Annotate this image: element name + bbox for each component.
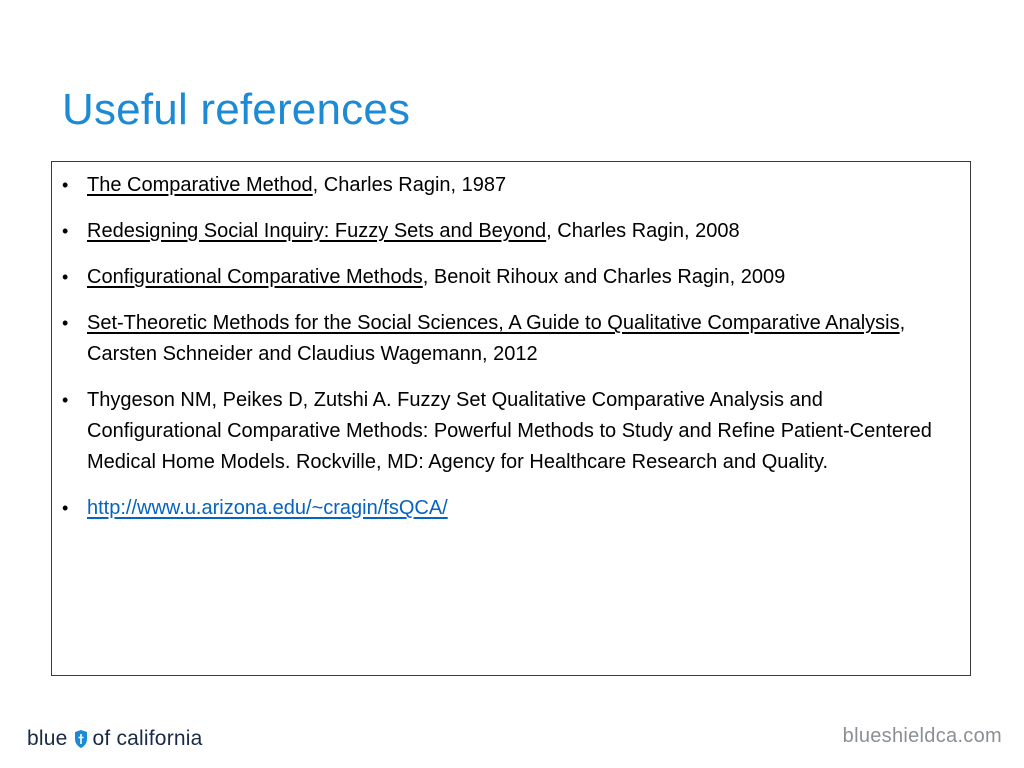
- reference-details: , Carsten Schneider and Claudius Wagemann, 2012: [87, 312, 906, 365]
- bullet-icon: •: [62, 267, 69, 287]
- references-list: [52, 170, 970, 539]
- reference-details: , Charles Ragin, 2008: [546, 220, 740, 242]
- blue-shield-logo: [27, 726, 203, 752]
- reference-item: [52, 216, 970, 247]
- reference-item: [52, 385, 970, 478]
- slide-title: Useful references: [62, 85, 411, 134]
- reference-details: , Benoit Rihoux and Charles Ragin, 2009: [422, 266, 786, 288]
- logo-text-of-california: of california: [92, 727, 203, 750]
- reference-link-redesigning-social-inquiry[interactable]: Redesigning Social Inquiry: Fuzzy Sets and Beyond: [87, 220, 547, 242]
- reference-link-comparative-method[interactable]: The Comparative Method: [87, 174, 313, 196]
- reference-item: [52, 493, 970, 524]
- logo-text-blue: blue: [27, 727, 68, 750]
- bullet-icon: •: [62, 221, 69, 241]
- references-box: [51, 161, 971, 676]
- reference-text-thygeson: Thygeson NM, Peikes D, Zutshi A. Fuzzy Set Qualitative Comparative Analysis and Configurational Comparative Methods: Powerful Methods to Study and Refine Patient-Centered Medical Home Models. Rockville, MD: Agency for Healthcare Research and Quality.: [87, 389, 932, 473]
- shield-icon: [74, 729, 88, 749]
- fsqca-url-link[interactable]: http://www.u.arizona.edu/~cragin/fsQCA/: [87, 497, 448, 519]
- reference-item: [52, 262, 970, 293]
- bullet-icon: •: [62, 175, 69, 195]
- reference-item: [52, 170, 970, 201]
- bullet-icon: •: [62, 498, 69, 518]
- reference-link-configurational-comparative-methods[interactable]: Configurational Comparative Methods: [87, 266, 423, 288]
- bullet-icon: •: [62, 313, 69, 333]
- footer-website: blueshieldca.com: [842, 725, 1002, 747]
- reference-link-set-theoretic-methods[interactable]: Set-Theoretic Methods for the Social Sciences, A Guide to Qualitative Comparative Analysis: [87, 312, 900, 334]
- reference-details: , Charles Ragin, 1987: [312, 174, 507, 196]
- bullet-icon: •: [62, 390, 69, 410]
- reference-item: [52, 308, 970, 370]
